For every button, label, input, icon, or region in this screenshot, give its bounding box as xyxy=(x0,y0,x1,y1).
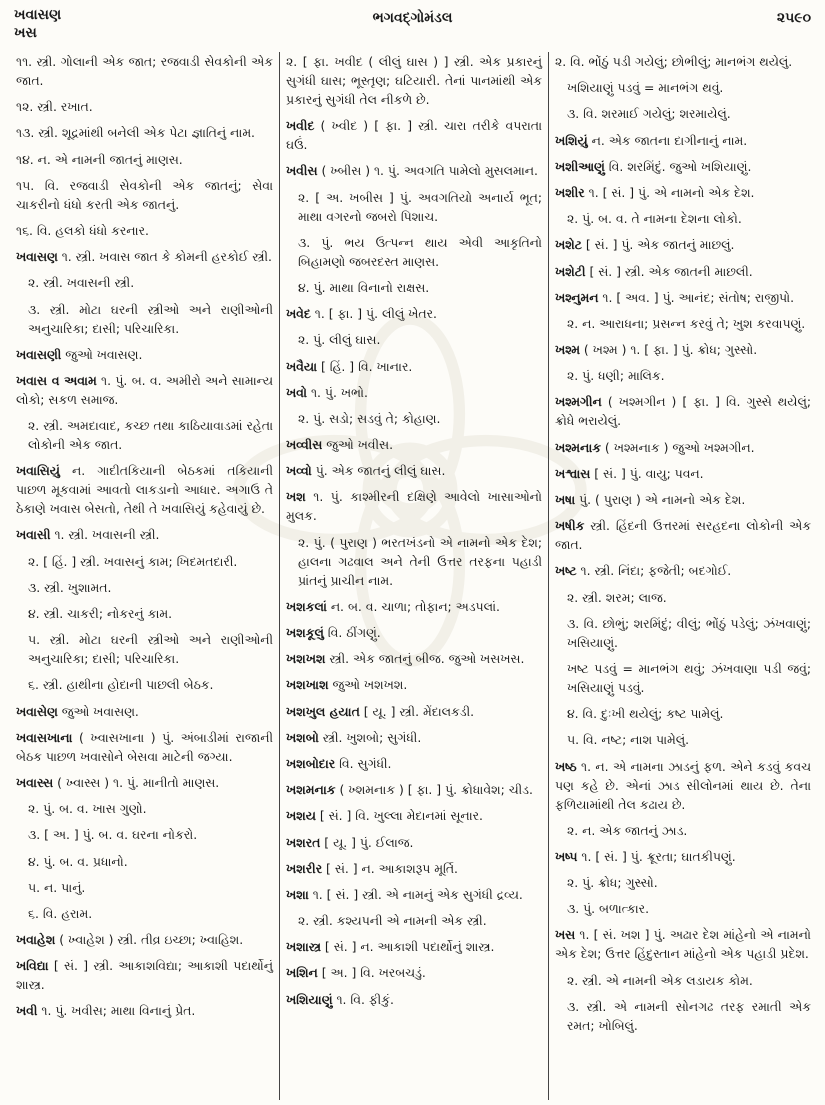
definition-text: ૧. પું. ખવીસ; માથા વિનાનું પ્રેત. xyxy=(37,1003,196,1019)
definition-text: ૫. સ્ત્રી. મોટા ઘરની સ્ત્રીઓ અને રાણીઓની અનુચારિકા; દાસી; પરિચારિકા. xyxy=(28,632,273,667)
definition-text: ૧. ન. એ નામના ઝાડનું ફળ. એને કડવું કવચ પણ કહે છે. એનાં ઝાડ સીલોનમાં થાય છે. તેના ફળિયામાંથી તેલ કઢાય છે. xyxy=(555,758,811,812)
dictionary-entry xyxy=(555,516,811,554)
headword: ખશાસ્ત્ર xyxy=(286,939,321,955)
dictionary-entry xyxy=(16,461,273,518)
definition-text: ૧. સ્ત્રી. ખવાસની સ્ત્રી. xyxy=(50,527,160,543)
definition-text: ૧. [ સં. ] પું. ક્રૂરતા; ઘાતકીપણું. xyxy=(577,848,736,864)
definition-text: ૧. પું. ખભો. xyxy=(307,384,368,400)
headword: ખશ xyxy=(286,489,306,505)
headword: ખશેટ xyxy=(555,237,582,253)
definition-text: ૨. ન. એક જાતનું ઝાડ. xyxy=(567,822,688,838)
dictionary-entry xyxy=(16,525,273,544)
dictionary-entry xyxy=(16,604,273,623)
definition-text: વિ. ઠીંગણું. xyxy=(323,625,381,640)
dictionary-entry xyxy=(16,773,273,792)
dictionary-entry xyxy=(16,221,273,240)
headword: ખવીસ xyxy=(286,163,318,179)
dictionary-entry xyxy=(16,123,273,142)
definition-text: ૫. વિ. નષ્ટ; નાશ પામેલું. xyxy=(567,732,690,748)
dictionary-entry xyxy=(16,150,273,169)
definition-text: [ યૂ. ] પું. ઈલાજ. xyxy=(320,834,414,850)
definition-text: ૧. સ્ત્રી. ખવાસ જાત કે કોમની હરકોઈ સ્ત્રી. xyxy=(57,249,272,265)
dictionary-entry xyxy=(555,971,811,990)
definition-text: ન. ગાદીતકિયાની બેઠકમાં તકિયાની પાછળ મૂકવામાં આવતો લાકડાનો આધાર. અગાઉ તે ઠેકાણે ખવાસ બેસતો, તેથી તે ખવાસિયું કહેવાયું છે. xyxy=(16,463,273,517)
dictionary-entry xyxy=(555,262,811,281)
dictionary-entry xyxy=(555,704,811,723)
dictionary-entry xyxy=(286,990,542,1009)
dictionary-entry xyxy=(555,821,811,840)
definition-text: સ્ત્રી. હિંદની ઉત્તરમાં સરહદના લોકોની એક જાત. xyxy=(555,518,811,553)
dictionary-entry xyxy=(286,304,542,323)
dictionary-entry xyxy=(555,52,811,71)
dictionary-entry xyxy=(555,561,811,580)
definition-text: ૧૨. સ્ત્રી. રખાત. xyxy=(16,99,93,115)
headword: ખવાસેણ xyxy=(16,703,58,719)
dictionary-entry xyxy=(16,728,273,766)
definition-text: ૨. પું. લીલું ઘાસ. xyxy=(298,332,381,348)
dictionary-entry xyxy=(16,904,273,923)
headword: ખવાસણ xyxy=(16,249,58,265)
definition-text: ( ખશ્મ ) ૧. [ ફા. ] પું. ક્રોધ; ગુસ્સો. xyxy=(579,342,758,358)
definition-text: ૨. પું. ધણી; માલિક. xyxy=(567,368,665,384)
headword: ખષા xyxy=(555,492,576,507)
dictionary-entry xyxy=(286,833,542,852)
definition-text: ૨. [ ફા. ખવીદ ( લીલું ઘાસ ) ] સ્ત્રી. એક પ્રકારનું સુગંધી ઘાસ; ભૂસ્તૃણ; ઘટિયારી. તેનાં પાનમાંથી એક પ્રકારનું સુગંધી તેલ નીકળે છે. xyxy=(286,54,542,107)
headword: ખવાસ્સ xyxy=(16,774,54,790)
definition-text: ૩. [ અ. ] પું. બ. વ. ઘરના નોકરો. xyxy=(28,827,198,843)
dictionary-entry xyxy=(286,911,542,930)
definition-text: ૨. સ્ત્રી. એ નામની એક લડાયક કોમ. xyxy=(567,972,753,988)
headword: ખશ્નુમન xyxy=(555,289,599,305)
dictionary-entry xyxy=(16,878,273,897)
headword: ખવિદ્યા xyxy=(16,958,49,974)
definition-text: ( ખ્બીસ ) ૧. પું. અવગતિ પામેલો મુસલમાન. xyxy=(317,163,538,179)
headword: ખવૈયા xyxy=(286,358,318,374)
headword: ખવેદ xyxy=(286,306,311,322)
dictionary-entry xyxy=(16,273,273,292)
definition-text: ૧. પું. કાશ્મીરની દક્ષિણે આવેલો ખાસાઓનો મુલક. xyxy=(286,489,542,524)
definition-text: ૧. સ્ત્રી. નિંદા; ફજેતી; બદગોઈ. xyxy=(576,563,732,579)
column-left xyxy=(10,52,279,1100)
column-middle xyxy=(279,52,548,1100)
definition-text: જુઓ ખવાસણ. xyxy=(57,703,139,719)
dictionary-entry xyxy=(555,340,811,359)
definition-text: ૧. [ અવ. ] પું. આનંદ; સંતોષ; રાજીપો. xyxy=(598,289,795,305)
dictionary-entry xyxy=(16,300,273,338)
definition-text: ( ખ્વીદ ) [ ફા. ] સ્ત્રી. ચારા તરીકે વપરાતા ઘઉં. xyxy=(286,118,542,153)
headword: ખશખુલ હયાત xyxy=(286,703,360,719)
definition-text: વિ. સુગંધી. xyxy=(335,755,392,771)
definition-text: [ સં. ] સ્ત્રી. એક જાતની માછલી. xyxy=(585,263,753,279)
headword: ખવાસિયું xyxy=(16,463,60,479)
definition-text: ૧. [ સં. ] પું. એ નામનો એક દેશ. xyxy=(584,184,755,200)
dictionary-entry xyxy=(16,1001,273,1020)
dictionary-entry xyxy=(555,730,811,749)
headword: ખશરીર xyxy=(286,860,323,876)
headword: ખશબોદાર xyxy=(286,755,336,771)
definition-text: જુઓ ખવાસણ. xyxy=(61,346,143,362)
dictionary-entry xyxy=(286,487,542,525)
running-title: ભગવદ્ગોમંડલ xyxy=(372,10,453,26)
dictionary-entry xyxy=(16,852,273,871)
definition-text: ૧. પું. બ. વ. અમીરો અને સામાન્ય લોકો; સકળ સમાજ. xyxy=(16,372,273,407)
definition-text: ખશિયાણું પડવું = માનભંગ થવું. xyxy=(567,80,724,96)
definition-text: ૨. પું. બ. વ. ખાસ ગુણો. xyxy=(28,801,147,817)
definition-text: પું. એક જાતનું લીલું ઘાસ. xyxy=(311,463,446,479)
dictionary-entry xyxy=(16,247,273,266)
definition-text: ૪. વિ. દુઃખી થયેલું; કષ્ટ પામેલું. xyxy=(567,706,724,722)
definition-text: ૪. પું. બ. વ. પ્રધાનો. xyxy=(28,853,128,869)
definition-text: [ સં. ] ન. આકાશરૂપ મૂર્તિ. xyxy=(322,860,458,876)
dictionary-entry xyxy=(16,176,273,214)
definition-text: ૨. [ હિં. ] સ્ત્રી. ખવાસનું કામ; ખિદમતદારી. xyxy=(28,553,238,569)
definition-text: ૨. સ્ત્રી. કશ્યપની એ નામની એક સ્ત્રી. xyxy=(298,913,487,929)
definition-text: ( ખ્વાસ્સ ) ૧. પું. માનીતો માણસ. xyxy=(53,774,220,790)
dictionary-entry xyxy=(286,597,542,616)
definition-text: જુઓ ખશખશ. xyxy=(328,677,408,693)
dictionary-entry xyxy=(16,930,273,949)
definition-text: ૧૫. વિ. રજવાડી સેવકોની એક જાતનું; સેવા ચાકરીનો ધંધો કરતી એક જાતનું. xyxy=(16,177,273,212)
dictionary-entry xyxy=(16,97,273,116)
headword: ખશિયાણું xyxy=(286,991,333,1007)
dictionary-entry xyxy=(555,847,811,866)
dictionary-entry xyxy=(16,825,273,844)
headword: ખશ્મ xyxy=(555,342,580,358)
dictionary-entry xyxy=(286,461,542,480)
dictionary-entry xyxy=(555,131,811,150)
definition-text: ૪. પું. માથા વિનાનો રાક્ષસ. xyxy=(298,279,430,295)
dictionary-entry xyxy=(286,728,542,747)
dictionary-entry xyxy=(555,104,811,123)
column-right xyxy=(548,52,817,1100)
headword: ખશિયું xyxy=(555,132,588,148)
definition-text: ( ખશ્મગીન ) [ ફા. ] વિ. ગુસ્સે થયેલું; ક્રોધે ભરાયેલું. xyxy=(555,394,811,429)
dictionary-entry xyxy=(286,885,542,904)
dictionary-entry xyxy=(16,630,273,668)
definition-text: સ્ત્રી. એક જાતનું બીજ. જુઓ ખસખસ. xyxy=(325,651,525,667)
definition-text: ૨. પું. સડો; સડવું તે; કોહાણ. xyxy=(298,410,441,426)
definition-text: ન. બ. વ. ચાળા; તોફાન; અડપલાં. xyxy=(326,598,500,614)
dictionary-entry xyxy=(555,588,811,607)
headword: ખશેટી xyxy=(555,263,586,279)
guide-word-bottom: ખસ xyxy=(14,25,37,41)
definition-text: ૧. [ સં. ] સ્ત્રી. એ નામનું એક સુગંધી દ્રવ્ય. xyxy=(308,886,523,902)
dictionary-entry xyxy=(555,614,811,652)
dictionary-entry xyxy=(555,464,811,483)
dictionary-entry xyxy=(16,799,273,818)
definition-text: [ સં. ] ન. આકાશી પદાર્થોનું શાસ્ત્ર. xyxy=(320,939,495,955)
headword: ખશકૂલું xyxy=(286,625,324,640)
dictionary-entry xyxy=(286,233,542,271)
headword: ખવ્વો xyxy=(286,463,312,479)
definition-text: ૨. સ્ત્રી. અમદાવાદ, કચ્છ તથા કાઠિયાવાડમાં રહેતા લોકોની એક જાત. xyxy=(28,418,273,453)
dictionary-entry xyxy=(286,937,542,956)
definition-text: ( ખ્વાસખાના ) પું. અંબાડીમાં રાજાની બેઠક પાછળ ખવાસોને બેસવા માટેની જગ્યા. xyxy=(16,729,273,764)
definition-text: [ સં. ] પું. એક જાતનું માછલું. xyxy=(581,237,735,253)
dictionary-entry xyxy=(555,157,811,176)
dictionary-entry xyxy=(286,278,542,297)
headword: ખવાહેશ xyxy=(16,932,56,948)
definition-text: ૧૩. સ્ત્રી. શૂદ્રમાંથી બનેલી એક પેટા જ્ઞાતિનું નામ. xyxy=(16,125,255,141)
dictionary-entry xyxy=(555,288,811,307)
headword: ખશિન xyxy=(286,965,318,981)
headword: ખશીર xyxy=(555,184,585,200)
dictionary-entry xyxy=(555,873,811,892)
definition-text: ૩. વિ. છોભું; શરમિંદું; વીલું; ભોંઠું પડેલું; ઝંખવાણું; ખસિયાણું. xyxy=(567,615,811,650)
dictionary-entry xyxy=(555,757,811,814)
definition-text: [ સં. ] વિ. ખુલ્લા મેદાનમાં સૂનાર. xyxy=(315,808,483,824)
dictionary-entry xyxy=(555,659,811,697)
headword: ખવીદ xyxy=(286,118,315,134)
definition-text: સ્ત્રી. ખુશબો; સુગંધી. xyxy=(318,729,422,745)
dictionary-entry xyxy=(555,438,811,457)
definition-text: ૨. સ્ત્રી. શરમ; લાજ. xyxy=(567,589,667,605)
headword: ખવાસ વ અવામ xyxy=(16,372,97,388)
definition-text: ( ખશ્મનાક ) જુઓ ખશ્મગીન. xyxy=(600,439,755,455)
definition-text: ૧. [ ફા. ] પું. લીલું ખેતર. xyxy=(310,306,437,322)
dictionary-entry xyxy=(555,899,811,918)
dictionary-entry xyxy=(16,345,273,364)
definition-text: ૧૬. વિ. હલકો ધંધો કરનાર. xyxy=(16,222,149,238)
headword: ખવી xyxy=(16,1003,38,1019)
dictionary-entry xyxy=(555,314,811,333)
dictionary-entry xyxy=(16,956,273,994)
dictionary-entry xyxy=(555,235,811,254)
headword: ખશરત xyxy=(286,834,321,850)
dictionary-entry xyxy=(286,623,542,642)
headword: ખવાસણી xyxy=(16,346,62,362)
definition-text: ૧. [ સં. ખશ ] પું. અઢાર દેશ માંહેનો એ નામનો એક દેશ; ઉત્તર હિંદુસ્તાન માંહેનો એક પહાડી પ્રદેશ. xyxy=(555,927,811,962)
headword: ખવાસી xyxy=(16,527,51,543)
definition-text: ૨. વિ. ભોંઠું પડી ગયેલું; છોભીલું; માનભંગ થયેલું. xyxy=(555,54,793,69)
definition-text: ૪. સ્ત્રી. ચાકરી; નોકરનું કામ. xyxy=(28,606,173,621)
definition-text: ૬. સ્ત્રી. હાથીના હોદાની પાછલી બેઠક. xyxy=(28,677,214,693)
headword: ખષીક xyxy=(555,518,585,534)
headword: ખશબો xyxy=(286,729,319,745)
headword: ખવાસખાના xyxy=(16,729,73,745)
definition-text: ૨. [ અ. ખબીસ ] પું. અવગતિયો અનાર્ય ભૂત; માથા વગરનો જબરો પિશાચ. xyxy=(298,189,542,224)
definition-text: ૨. પું. બ. વ. તે નામના દેશના લોકો. xyxy=(567,211,742,227)
headword: ખશમનાક xyxy=(286,782,336,798)
headword: ખશય xyxy=(286,808,316,824)
definition-text: વિ. શરમિંદું. જુઓ ખશિયાણું. xyxy=(604,158,752,174)
definition-text: ૨. પું. ( પુરાણ ) ભરતખંડનો એ નામનો એક દેશ; હાલના ગઢવાલ અને તેની ઉત્તર તરફના પહાડી પ્રાંતનું પ્રાચીન નામ. xyxy=(298,534,542,588)
dictionary-entry xyxy=(286,435,542,454)
definition-text: ૫. ન. પાનું. xyxy=(28,879,86,895)
headword: ખષ્પ xyxy=(555,848,578,864)
dictionary-entry xyxy=(286,357,542,376)
headword: ખશ્વાસ xyxy=(555,465,591,481)
definition-text: [ સં. ] સ્ત્રી. આકાશવિદ્યા; આકાશી પદાર્થોનું શાસ્ત્ર. xyxy=(16,958,273,993)
page-header xyxy=(0,0,825,44)
definition-text: [ યૂ. ] સ્ત્રી. મેંદાલકડી. xyxy=(359,703,475,719)
dictionary-entry xyxy=(286,533,542,590)
dictionary-entry xyxy=(286,409,542,428)
definition-text: ( ખ્શમનાક ) [ ફા. ] પું. ક્રોધાવેશ; ચીડ. xyxy=(335,782,533,798)
dictionary-entry xyxy=(286,383,542,402)
headword: ખશખાશ xyxy=(286,677,329,693)
definition-text: ( ખ્વાહેશ ) સ્ત્રી. તીવ્ર ઇચ્છા; ખ્વાહિશ. xyxy=(55,932,244,948)
dictionary-entry xyxy=(286,780,542,799)
dictionary-entry xyxy=(286,754,542,773)
headword: ખસ xyxy=(555,927,576,943)
definition-text: ૩. સ્ત્રી. મોટા ઘરની સ્ત્રીઓ અને રાણીઓની અનુચારિકા; દાસી; પરિચારિકા. xyxy=(28,301,273,336)
dictionary-entry xyxy=(16,578,273,597)
headword: ખવ્વીસ xyxy=(286,437,323,453)
headword: ખશ્મગીન xyxy=(555,394,602,410)
dictionary-entry xyxy=(555,209,811,228)
dictionary-entry xyxy=(555,78,811,97)
definition-text: ૧૪. ન. એ નામની જાતનું માણસ. xyxy=(16,151,183,167)
definition-text: ૧૧. સ્ત્રી. ગોલાની એક જાત; રજવાડી સેવકોની એક જાત. xyxy=(16,54,273,88)
dictionary-entry xyxy=(286,52,542,109)
definition-text: ખષ્ટ પડવું = માનભંગ થવું; ઝંખવાણા પડી જવું; ખસિયાણું પડવું. xyxy=(567,660,811,695)
definition-text: ૨. સ્ત્રી. ખવાસની સ્ત્રી. xyxy=(28,275,135,291)
page-number: ૨૫૯૦ xyxy=(776,10,811,26)
definition-text: ૨. ન. આરાધના; પ્રસન્ન કરવું તે; ખુશ કરવાપણું. xyxy=(567,315,806,331)
definition-text: [ અ. ] વિ. ખરબચડું. xyxy=(317,965,426,981)
headword: ખશખશ xyxy=(286,651,326,667)
dictionary-entry xyxy=(555,925,811,963)
dictionary-entry xyxy=(555,490,811,509)
definition-text: જુઓ ખવીસ. xyxy=(322,437,394,453)
dictionary-entry xyxy=(286,161,542,180)
headword: ખશકલાં xyxy=(286,598,327,614)
definition-text: ૩. સ્ત્રી. એ નામની સોનગઢ તરફ રમાતી એક રમત; ખોબિલું. xyxy=(567,998,811,1033)
definition-text: ૩. સ્ત્રી. ખુશામત. xyxy=(28,579,112,595)
headword: ખશ્મનાક xyxy=(555,439,601,455)
dictionary-entry xyxy=(286,675,542,694)
dictionary-entry xyxy=(286,806,542,825)
dictionary-entry xyxy=(286,188,542,226)
definition-text: ૩. પું. ભય ઉત્પન્ન થાય એવી આકૃતિનો બિહામણો જબરદસ્ત માણસ. xyxy=(298,234,542,269)
definition-text: ૧. વિ. ફીકું. xyxy=(332,991,394,1007)
dictionary-entry xyxy=(286,702,542,721)
dictionary-columns xyxy=(10,52,818,1100)
dictionary-entry xyxy=(286,330,542,349)
definition-text: [ હિં. ] વિ. ખાનાર. xyxy=(317,358,413,374)
dictionary-entry xyxy=(286,116,542,154)
dictionary-entry xyxy=(555,392,811,430)
definition-text: ૩. વિ. શરમાઈ ગયેલું; શરમાયેલું. xyxy=(567,106,731,122)
definition-text: [ સં. ] પું. વાયુ; પવન. xyxy=(590,465,704,481)
dictionary-entry xyxy=(555,997,811,1035)
dictionary-entry xyxy=(16,371,273,409)
dictionary-entry xyxy=(16,416,273,454)
headword: ખશીઆણું xyxy=(555,158,605,174)
dictionary-entry xyxy=(16,675,273,694)
headword: ખવો xyxy=(286,384,308,400)
dictionary-entry xyxy=(286,859,542,878)
headword: ખષ્ટ xyxy=(555,563,577,579)
headword: ખશા xyxy=(286,886,309,902)
dictionary-entry xyxy=(16,702,273,721)
dictionary-entry xyxy=(555,183,811,202)
definition-text: ૩. પું. બળાત્કાર. xyxy=(567,901,650,917)
dictionary-entry xyxy=(16,52,273,90)
dictionary-entry xyxy=(286,649,542,668)
guide-word-top: ખવાસણ xyxy=(14,7,62,23)
definition-text: પું. ( પુરાણ ) એ નામનો એક દેશ. xyxy=(575,492,746,507)
dictionary-entry xyxy=(16,552,273,571)
definition-text: ન. એક જાતના દાગીનાનું નામ. xyxy=(587,132,748,148)
headword: ખષ્ઠ xyxy=(555,758,577,774)
dictionary-entry xyxy=(286,963,542,982)
definition-text: ૬. વિ. હરામ. xyxy=(28,905,93,921)
definition-text: ૨. પું. ક્રોધ; ગુસ્સો. xyxy=(567,875,658,891)
dictionary-entry xyxy=(555,366,811,385)
